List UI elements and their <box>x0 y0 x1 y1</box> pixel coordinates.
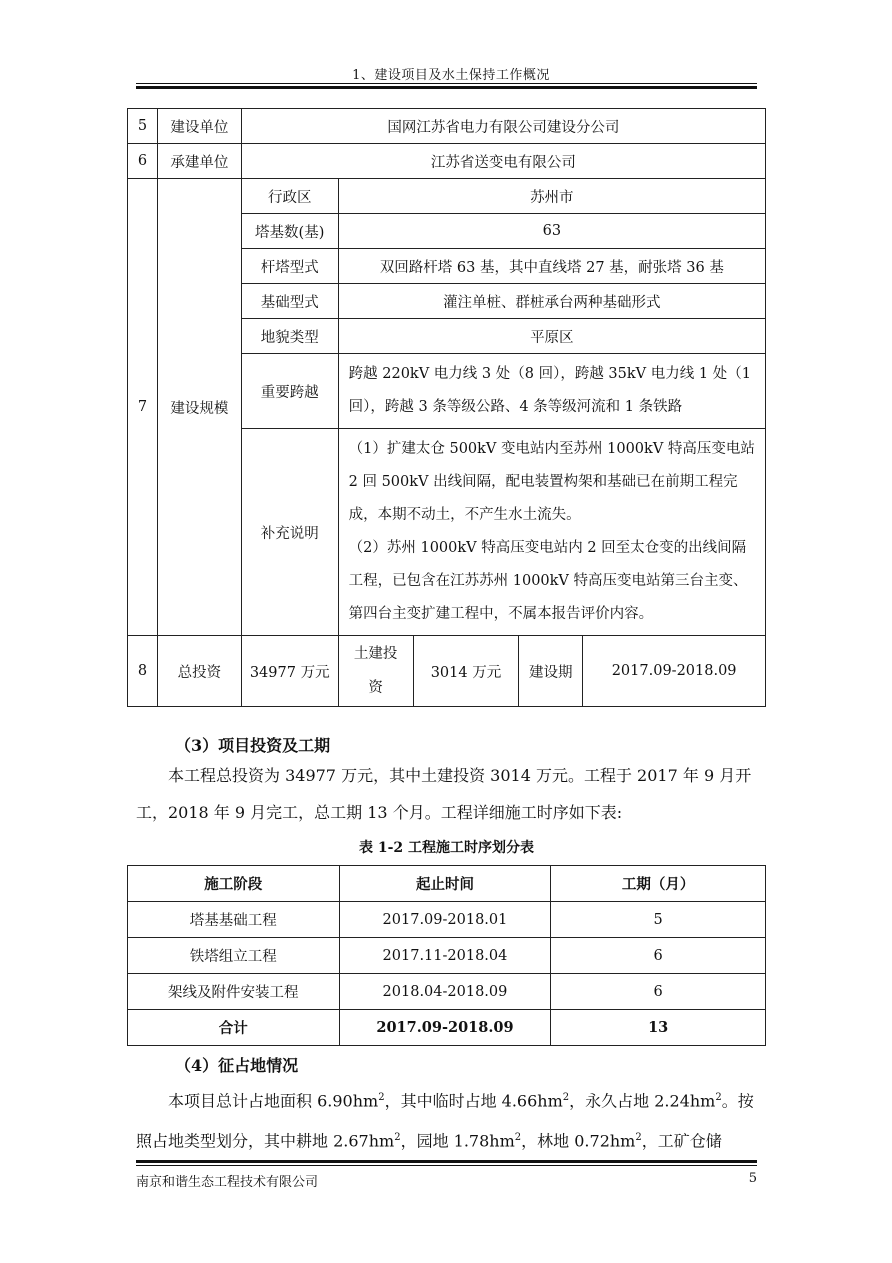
table-row <box>128 636 766 707</box>
civil-investment-value: 3014 万元 <box>413 636 519 707</box>
footer-rule-thick <box>136 1160 757 1163</box>
project-info-table <box>127 108 766 707</box>
row-number: 6 <box>128 144 158 179</box>
sub-value: 双回路杆塔 63 基，其中直线塔 27 基，耐张塔 36 基 <box>338 249 765 284</box>
section-3-paragraph: 本工程总投资为 34977 万元，其中土建投资 3014 万元。工程于 2017 年 9 月开工，2018 年 9 月完工，总工期 13 个月。工程详细施工时序如下表: <box>136 766 752 822</box>
stage-cell: 架线及附件安装工程 <box>128 974 340 1010</box>
page-header: 1、建设项目及水土保持工作概况 <box>352 68 550 83</box>
supplement-value <box>338 429 765 636</box>
footer-rule <box>136 1165 757 1166</box>
sub-label: 行政区 <box>241 179 338 214</box>
header-rule-thick <box>136 86 757 89</box>
period-cell: 2018.04-2018.09 <box>339 974 551 1010</box>
total-investment-value: 34977 万元 <box>241 636 338 707</box>
contractor-value: 江苏省送变电有限公司 <box>241 144 765 179</box>
text-run: ，园地 1.78hm <box>400 1131 515 1151</box>
text-run: 本项目总计占地面积 6.90hm <box>168 1091 379 1111</box>
table-row <box>128 144 766 179</box>
sub-label: 基础型式 <box>241 284 338 319</box>
section-4-heading: （4）征占地情况 <box>175 1056 299 1075</box>
superscript: 2 <box>715 1092 722 1103</box>
sub-value: 平原区 <box>338 319 765 354</box>
table-row <box>128 179 766 214</box>
total-period: 2017.09-2018.09 <box>339 1010 551 1046</box>
column-header: 起止时间 <box>339 866 551 902</box>
row-label: 承建单位 <box>157 144 241 179</box>
header-rule <box>136 83 757 84</box>
sub-value: 灌注单桩、群桩承台两种基础形式 <box>338 284 765 319</box>
superscript: 2 <box>635 1132 642 1144</box>
stage-cell: 铁塔组立工程 <box>128 938 340 974</box>
sub-value: 63 <box>338 214 765 249</box>
sub-label: 塔基数(基) <box>241 214 338 249</box>
text-run: ，永久占地 2.24hm <box>569 1091 716 1111</box>
column-header: 工期（月） <box>551 866 766 902</box>
schedule-table <box>127 865 766 1046</box>
superscript: 2 <box>562 1092 570 1103</box>
superscript: 2 <box>514 1132 522 1144</box>
row-label: 总投资 <box>157 636 241 707</box>
duration-cell: 5 <box>551 902 766 938</box>
total-label: 合计 <box>128 1010 340 1046</box>
construction-unit-value: 国网江苏省电力有限公司建设分公司 <box>241 109 765 144</box>
sub-value: 苏州市 <box>338 179 765 214</box>
row-label: 建设规模 <box>157 179 241 636</box>
crossing-value: 跨越 220kV 电力线 3 处（8 回），跨越 35kV 电力线 1 处（1 回），跨越 3 条等级公路、4 条等级河流和 1 条铁路 <box>338 354 765 429</box>
footer-company: 南京和谐生态工程技术有限公司 <box>136 1175 319 1190</box>
supplement-paragraph: （1）扩建太仓 500kV 变电站内至苏州 1000kV 特高压变电站 2 回 500kV 出线间隔，配电装置构架和基础已在前期工程完成，本期不动土，不产生水土流失。 <box>348 441 755 523</box>
table-row <box>128 938 766 974</box>
column-header: 施工阶段 <box>128 866 340 902</box>
sub-label: 杆塔型式 <box>241 249 338 284</box>
supplement-paragraph: （2）苏州 1000kV 特高压变电站内 2 回至太仓变的出线间隔工程，已包含在江苏苏州 1000kV 特高压变电站第三台主变、第四台主变扩建工程中，不属本报告评价内容。 <box>348 540 748 622</box>
row-number: 8 <box>128 636 158 707</box>
superscript: 2 <box>394 1132 401 1144</box>
table-caption: 表 1-2 工程施工时序划分表 <box>358 840 535 856</box>
section-3-heading: （3）项目投资及工期 <box>175 736 331 755</box>
superscript: 2 <box>378 1092 385 1103</box>
stage-cell: 塔基基础工程 <box>128 902 340 938</box>
row-number: 7 <box>128 179 158 636</box>
period-value: 2017.09-2018.09 <box>583 636 766 707</box>
period-cell: 2017.09-2018.01 <box>339 902 551 938</box>
total-row <box>128 1010 766 1046</box>
civil-investment-label: 土建投资 <box>338 636 413 707</box>
text-run: ，林地 0.72hm <box>521 1131 636 1151</box>
section-4-paragraph <box>136 1079 766 1160</box>
table-row <box>128 109 766 144</box>
sub-label: 地貌类型 <box>241 319 338 354</box>
text-run: ，工矿仓储 <box>641 1131 722 1151</box>
row-number: 5 <box>128 109 158 144</box>
row-label: 建设单位 <box>157 109 241 144</box>
text-run: 。按照占地类型划分，其中耕地 2.67hm <box>136 1091 754 1151</box>
text-run: ，其中临时占地 4.66hm <box>384 1091 563 1111</box>
sub-label: 重要跨越 <box>241 354 338 429</box>
period-label: 建设期 <box>519 636 583 707</box>
page-number: 5 <box>748 1171 757 1186</box>
duration-cell: 6 <box>551 974 766 1010</box>
table-row <box>128 974 766 1010</box>
table-row <box>128 902 766 938</box>
sub-label: 补充说明 <box>241 429 338 636</box>
duration-cell: 6 <box>551 938 766 974</box>
period-cell: 2017.11-2018.04 <box>339 938 551 974</box>
table-header-row <box>128 866 766 902</box>
total-duration: 13 <box>551 1010 766 1046</box>
